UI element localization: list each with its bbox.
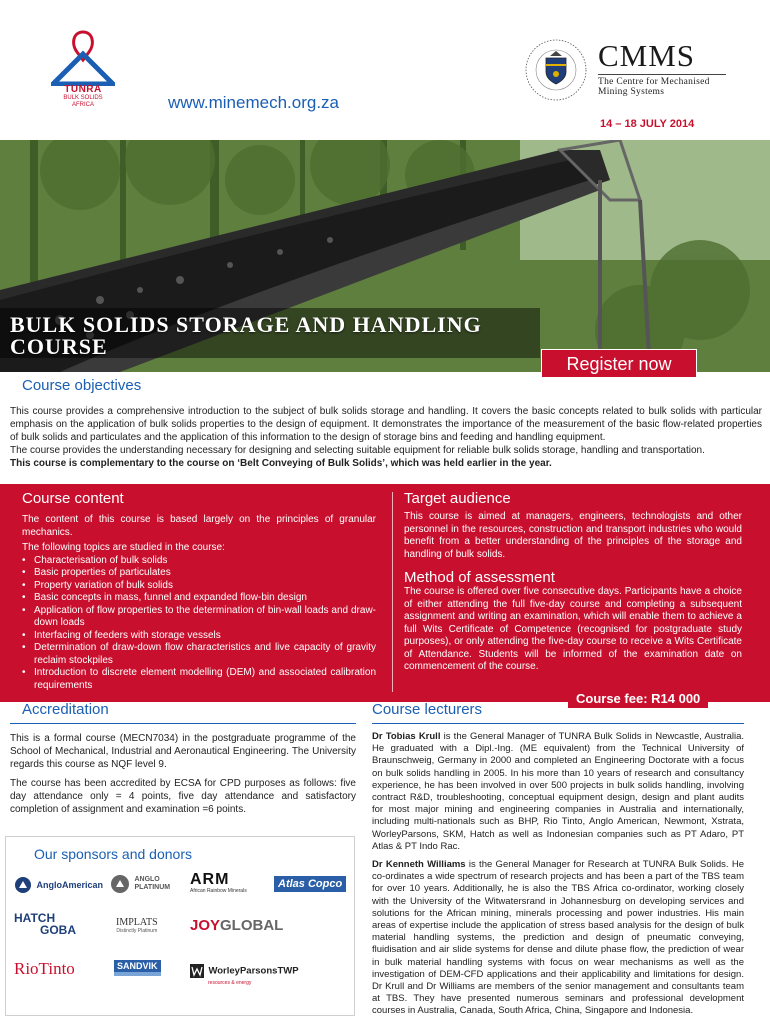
assessment-text: The course is offered over five consecutive days. Participants have a choice of either attending the full five-day course and completing a subsequent assignment and writing an examination, which will enable them to achieve a full Wits Certificate of Competence (recognised for postgraduate study purposes), or only attending the five-day course to receive a Wits Certificate of Attendance. Students will be informed of the examination date on commencement of the course.: [404, 586, 742, 672]
course-date: 14 – 18 JULY 2014: [600, 118, 695, 130]
arm-subtext: African Rainbow Minerals: [190, 888, 247, 894]
lecturers-heading: Course lecturers: [372, 701, 483, 718]
panel-divider: [392, 492, 393, 692]
tunra-name: TUNRA: [64, 84, 102, 95]
joy-global-logo: [190, 918, 283, 933]
tunra-logo: [48, 30, 118, 120]
topic-item: • Introduction to discrete element modelling (DEM) and associated calibration requirements: [22, 667, 376, 692]
hatch-text: HATCH: [14, 911, 56, 925]
implats-subtext: Distinctly Platinum: [116, 928, 158, 934]
rio-tinto-logo: RioTinto: [14, 959, 75, 978]
course-title-line2: COURSE: [10, 334, 108, 359]
arm-text: ARM: [190, 871, 230, 888]
topic-item: • Basic properties of particulates: [22, 567, 376, 580]
content-heading: Course content: [22, 490, 124, 507]
global-text: GLOBAL: [220, 917, 284, 934]
topics-list: [22, 555, 376, 693]
register-now-button[interactable]: Register now: [541, 349, 697, 378]
arm-logo: [190, 872, 247, 894]
objectives-body: [10, 405, 762, 470]
topic-item: • Basic concepts in mass, funnel and expanded flow-bin design: [22, 592, 376, 605]
lecturer-2-name: Dr Kenneth Williams: [372, 859, 466, 871]
tunra-sub1: BULK SOLIDS: [63, 95, 103, 101]
lecturer-1: [372, 731, 744, 853]
objectives-para3: This course is complementary to the course on ‘Belt Conveying of Bulk Solids’, which was held earlier in the year.: [10, 458, 552, 470]
implats-logo: [116, 918, 158, 934]
website-link[interactable]: www.minemech.org.za: [168, 93, 340, 112]
wits-seal-icon: [524, 38, 588, 102]
implats-text: IMPLATS: [116, 917, 158, 928]
goba-text: GOBA: [40, 923, 76, 937]
cmms-title: CMMS: [598, 38, 696, 73]
course-title-line1: BULK SOLIDS STORAGE AND HANDLING: [10, 312, 482, 337]
objectives-para1: This course provides a comprehensive introduction to the subject of bulk solids storage and handling. It covers the basic concepts related to bulk solids with particular emphasis on the application of bulk solids properties to the design of equipment. It demonstrates the importance of the measurement of the basic flow-related properties of bulk solids and particulates and the application of this information to the design of storage bins and feeding and handling equipment.: [10, 406, 762, 444]
worley-parsons-logo: [190, 962, 299, 986]
anglo-american-text: AngloAmerican: [36, 880, 103, 890]
worley-parsons-subtext: resources & energy: [208, 980, 252, 986]
audience-heading: Target audience: [404, 490, 511, 507]
lecturer-1-bio: is the General Manager of TUNRA Bulk Solids in Newcastle, Australia. He graduated with a Dipl.-Ing. (ME equivalent) from the Technical University of Braunschweig, Germany in 2000 and completed an Engineering Doctorate with a focus on bulk solids handling in 2005. In his more than 10 years of research and consultancy experience, he has been involved in over 500 projects in bulk solids handling, involving contract R&D, troubleshooting, conceptual equipment design, design and plant audits for most major mining and engineering companies in Australia and internationally, including multi-nationals such as BHP, Rio Tinto, Anglo American, Newmont, Xstrata, WorleyParsons, SKM, Hatch as well as Indonesian companies such as PT Adaro, PT Atlas & PT Indo Rac.: [372, 731, 744, 852]
content-intro2: The following topics are studied in the course:: [22, 542, 225, 553]
topic-item: • Property variation of bulk solids: [22, 580, 376, 593]
cmms-divider: [598, 74, 726, 75]
joy-text: JOY: [190, 917, 221, 934]
anglo-american-icon: [14, 876, 32, 894]
anglo-platinum-icon: [110, 874, 130, 894]
tunra-triangle-icon: [51, 30, 115, 86]
objectives-heading: Course objectives: [22, 377, 142, 394]
audience-text: This course is aimed at managers, engineers, technologists and other personnel in the resources, construction and transport industries who would benefit from a better understanding of the principles of the storage and handling of bulk solids.: [404, 511, 742, 560]
atlas-copco-logo: Atlas Copco: [274, 876, 346, 892]
topic-item: • Application of flow properties to the determination of bin-wall loads and draw-down loads: [22, 605, 376, 630]
cmms-subtitle-1: The Centre for Mechanised: [598, 77, 710, 87]
sponsors-heading: Our sponsors and donors: [34, 846, 192, 862]
content-intro: The content of this course is based largely on the principles of granular mechanics.: [22, 514, 376, 538]
anglo-platinum-text2: PLATINUM: [134, 884, 171, 891]
anglo-platinum-logo: [110, 874, 170, 894]
accreditation-heading: Accreditation: [22, 701, 109, 718]
objectives-para2: The course provides the understanding necessary for designing and selecting suitable equipment for reliable bulk solids storage, handling and transportation.: [10, 445, 705, 457]
sandvik-logo: SANDVIK: [114, 960, 161, 976]
anglo-platinum-text1: ANGLO: [134, 876, 160, 883]
course-fee: Course fee: R14 000: [568, 690, 708, 708]
accreditation-para1: This is a formal course (MECN7034) in the postgraduate programme of the School of Mechanical, Industrial and Aeronautical Engineering. The University regards this course as NQF level 9.: [10, 733, 356, 770]
assessment-heading: Method of assessment: [404, 569, 555, 586]
anglo-american-logo: [14, 876, 103, 894]
content-body: [22, 514, 376, 692]
worley-parsons-icon: [190, 964, 204, 978]
lecturers-body: [372, 731, 744, 1024]
lecturer-1-name: Dr Tobias Krull: [372, 731, 441, 742]
topic-item: • Determination of draw-down flow characteristics and live capacity of gravity reclaim stockpiles: [22, 642, 376, 667]
page-header: [0, 0, 770, 140]
topic-item: • Interfacing of feeders with storage vessels: [22, 630, 376, 643]
accreditation-para2: The course has been accredited by ECSA for CPD purposes as follows: five day attendance only = 4 points, five day attendance and satisfactory completion of assignment and examination =6 points.: [10, 778, 356, 815]
lecturer-2-bio: is the General Manager for Research at TUNRA Bulk Solids. He co-ordinates a wide spectrum of research projects and has been a part of the TBS team for over 10 years. Additionally, he is also the TBS Africa co-ordinator, working closely with the University of the Witwatersrand in Johannesburg on developing services and solutions for the African mining, minerals processing and power industries. His main areas of expertise include the application of stress based analysis for the design of bulk material handling systems, the prediction and design of pneumatic conveying, fluidisation and air slide systems for dense and dilute phase flow, the prediction of wear in bulk material handling systems with focus on wear mechanisms as well as the investigation of DEM-CFD applications and their applicability and limitations for design. Dr Krull and Dr Williams are members of the senior management and consultants team at TBS. They have presented numerous seminars and professional development courses in Australia, Canada, South Africa, China, Singapore and Indonesia.: [372, 859, 744, 1017]
worley-parsons-text: WorleyParsonsTWP: [208, 965, 299, 977]
lecturers-rule: [372, 723, 744, 724]
course-title: [10, 314, 482, 358]
lecturer-2: [372, 859, 744, 1018]
accreditation-rule: [10, 723, 356, 724]
cmms-subtitle-2: Mining Systems: [598, 87, 665, 97]
hatch-goba-logo: [14, 912, 76, 936]
topic-item: • Characterisation of bulk solids: [22, 555, 376, 568]
tunra-sub2: AFRICA: [71, 102, 94, 108]
